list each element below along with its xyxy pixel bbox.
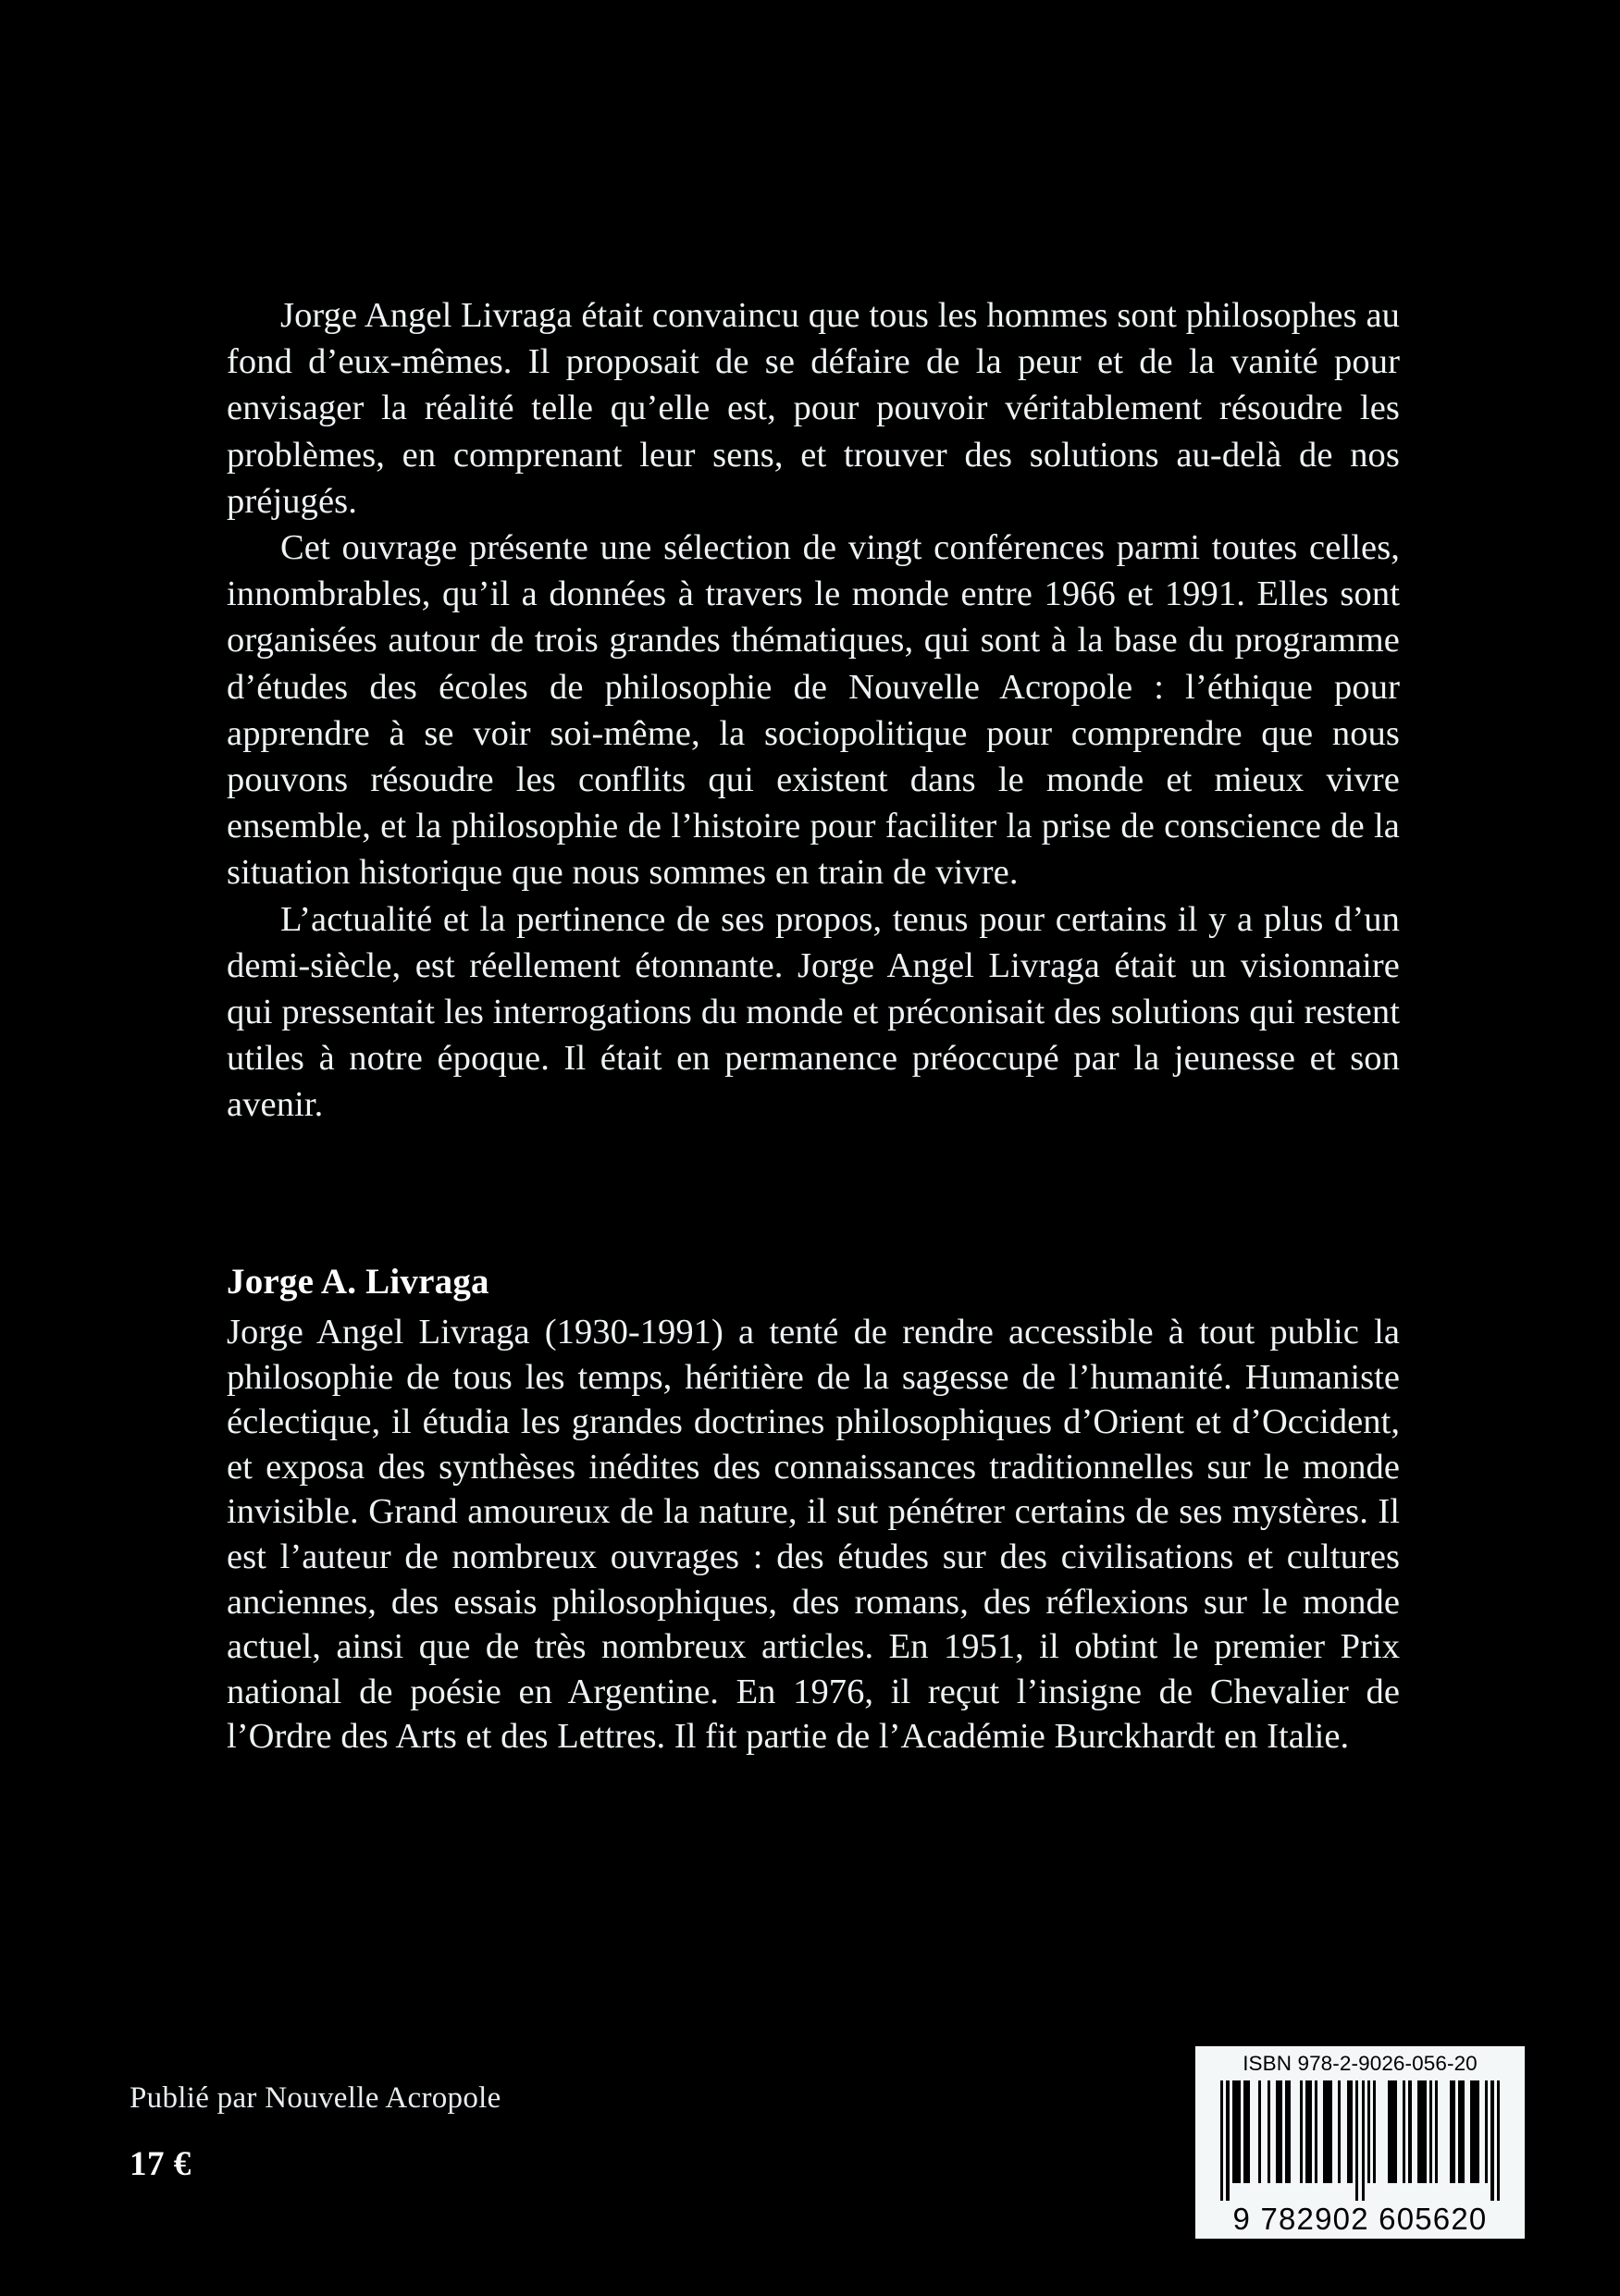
publisher-line: Publié par Nouvelle Acropole	[130, 2081, 501, 2115]
barcode-bars	[1220, 2080, 1500, 2201]
blurb-paragraphs	[227, 292, 1400, 1129]
author-name: Jorge A. Livraga	[227, 1262, 489, 1302]
blurb-paragraph-2: Cet ouvrage présente une sélection de vingt conférences parmi toutes celles, innombrables, qu’il a données à travers le monde entre 1966 et 1991. Elles sont organisées autour de trois grandes thématiques, qui sont à la base du programme d’études des écoles de philosophie de Nouvelle Acropole : l’éthique pour apprendre à se voir soi-même, la sociopolitique pour comprendre que nous pouvons résoudre les conflits qui existent dans le monde et mieux vivre ensemble, et la philosophie de l’histoire pour faciliter la prise de conscience de la situation historique que nous sommes en train de vivre.	[227, 528, 1400, 893]
author-bio: Jorge Angel Livraga (1930-1991) a tenté de rendre accessible à tout public la philosophie de tous les temps, héritière de la sagesse de l’humanité. Humaniste éclectique, il étudia les grandes doctrines philosophiques d’Orient et d’Occident, et exposa des synthèses inédites des connaissances traditionnelles sur le monde invisible. Grand amoureux de la nature, il sut pénétrer certains de ses mystères. Il est l’auteur de nombreux ouvrages : des études sur des civilisations et cultures anciennes, des essais philosophiques, des romans, des réflexions sur le monde actuel, ainsi que de très nombreux articles. En 1951, il obtint le premier Prix national de poésie en Argentine. En 1976, il reçut l’insigne de Chevalier de l’Ordre des Arts et des Lettres. Il fit partie de l’Académie Burckhardt en Italie.	[227, 1313, 1400, 1757]
price-label: 17 €	[130, 2145, 192, 2183]
blurb-paragraph-1: Jorge Angel Livraga était convaincu que tous les hommes sont philosophes au fond d’eux-mêmes. Il proposait de se défaire de la peur et de la vanité pour envisager la réalité telle qu’elle est, pour pouvoir véritablement résoudre les problèmes, en comprenant leur sens, et trouver des solutions au-delà de nos préjugés.	[227, 296, 1400, 521]
blurb-paragraph-3: L’actualité et la pertinence de ses propos, tenus pour certains il y a plus d’un demi-siècle, est réellement étonnante. Jorge Angel Livraga était un visionnaire qui pressentait les interrogations du monde et préconisait des solutions qui restent utiles à notre époque. Il était en permanence préoccupé par la jeunesse et son avenir.	[227, 899, 1400, 1125]
author-section	[227, 1260, 1400, 1759]
isbn-label: ISBN 978-2-9026-056-20	[1243, 2052, 1478, 2075]
blurb-section	[227, 292, 1400, 1129]
isbn-barcode	[1195, 2046, 1525, 2239]
barcode-digits: 9 782902 605620	[1232, 2202, 1488, 2236]
